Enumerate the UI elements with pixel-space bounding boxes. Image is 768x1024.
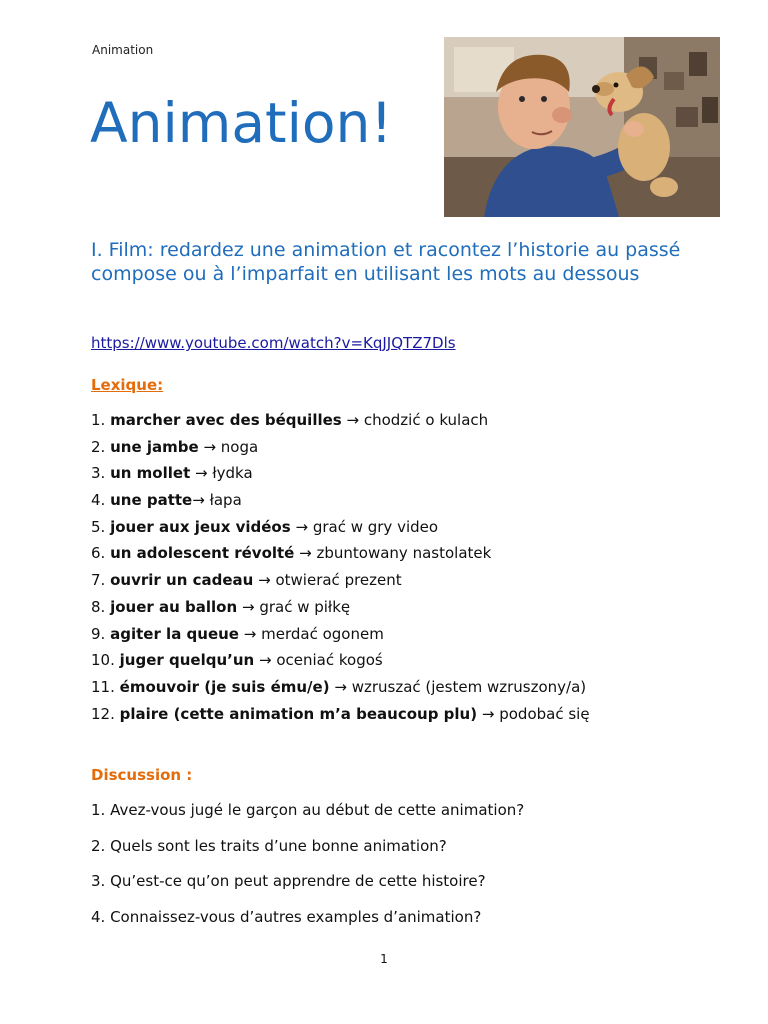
french-term: une patte xyxy=(110,491,193,510)
question-list xyxy=(91,800,524,943)
polish-translation: łydka xyxy=(212,464,253,483)
polish-translation: łapa xyxy=(209,491,242,510)
item-number: 4. xyxy=(91,491,106,510)
page-number: 1 xyxy=(380,952,388,966)
french-term: jouer au ballon xyxy=(110,597,238,616)
list-item xyxy=(91,490,590,517)
list-item: 1. Avez-vous jugé le garçon au début de cette animation? xyxy=(91,801,525,819)
section-heading: I. Film: redardez une animation et racontez l’historie au passé compose ou à l’imparfait en utilisant les mots au dessous xyxy=(91,239,681,285)
polish-translation: zbuntowany nastolatek xyxy=(316,544,492,563)
french-term: ouvrir un cadeau xyxy=(110,571,254,590)
list-item xyxy=(91,543,590,570)
french-term: un mollet xyxy=(110,464,191,483)
arrow-icon: → xyxy=(258,651,272,670)
list-item xyxy=(91,570,590,597)
arrow-icon: → xyxy=(295,517,309,536)
french-term: plaire (cette animation m’a beaucoup plu) xyxy=(119,704,478,723)
polish-translation: wzruszać (jestem wzruszony/a) xyxy=(351,677,587,696)
polish-translation: otwierać prezent xyxy=(275,571,402,590)
list-item xyxy=(91,597,590,624)
item-number: 6. xyxy=(91,544,106,563)
page-title: Animation! xyxy=(90,91,393,155)
list-item: 2. Quels sont les traits d’une bonne animation? xyxy=(91,836,447,855)
arrow-icon: → xyxy=(346,411,360,429)
item-number: 11. xyxy=(91,677,115,696)
item-number: 10. xyxy=(91,651,115,670)
vocab-list xyxy=(91,410,590,730)
item-number: 9. xyxy=(91,624,106,643)
arrow-icon: → xyxy=(334,677,347,696)
item-number: 2. xyxy=(91,437,106,456)
list-item: 4. Connaissez-vous d’autres examples d’animation? xyxy=(91,908,482,927)
list-item: 3. Qu’est-ce qu’on peut apprendre de cette histoire? xyxy=(91,872,486,891)
french-term: un adolescent révolté xyxy=(110,544,295,563)
arrow-icon: → xyxy=(299,544,312,563)
item-number: 12. xyxy=(91,704,115,723)
arrow-icon: → xyxy=(258,571,271,590)
list-item xyxy=(91,437,590,464)
item-number: 5. xyxy=(91,517,106,536)
arrow-icon: → xyxy=(481,704,495,723)
arrow-icon: → xyxy=(192,491,205,510)
polish-translation: oceniać kogoś xyxy=(276,651,383,670)
list-item xyxy=(91,650,590,677)
french-term: émouvoir (je suis ému/e) xyxy=(119,677,330,696)
list-item xyxy=(91,677,590,704)
boy-with-dog-illustration xyxy=(444,37,720,217)
french-term: juger quelqu’un xyxy=(119,651,255,670)
running-header: Animation xyxy=(92,43,154,57)
arrow-icon: → xyxy=(203,437,217,456)
polish-translation: grać w gry video xyxy=(312,517,439,536)
polish-translation: chodzić o kulach xyxy=(363,411,489,429)
item-number: 7. xyxy=(91,571,106,590)
list-item xyxy=(91,624,590,651)
french-term: une jambe xyxy=(110,437,199,456)
discussion-heading: Discussion : xyxy=(91,766,193,784)
list-item xyxy=(91,517,590,544)
list-item xyxy=(91,410,590,437)
item-number: 8. xyxy=(91,597,106,616)
polish-translation: merdać ogonem xyxy=(261,624,384,643)
french-term: agiter la queue xyxy=(110,624,239,643)
item-number: 3. xyxy=(91,464,106,483)
arrow-icon: → xyxy=(243,624,257,643)
french-term: marcher avec des béquilles xyxy=(110,411,342,429)
arrow-icon: → xyxy=(195,464,208,483)
arrow-icon: → xyxy=(241,597,255,616)
polish-translation: grać w piłkę xyxy=(259,597,351,616)
list-item xyxy=(91,463,590,490)
lexique-heading: Lexique: xyxy=(91,376,164,394)
video-link[interactable]: https://www.youtube.com/watch?v=KqJJQTZ7Dls xyxy=(91,334,456,352)
polish-translation: noga xyxy=(220,437,259,456)
list-item xyxy=(91,704,590,731)
polish-translation: podobać się xyxy=(499,704,590,723)
item-number: 1. xyxy=(91,411,106,429)
french-term: jouer aux jeux vidéos xyxy=(110,517,291,536)
